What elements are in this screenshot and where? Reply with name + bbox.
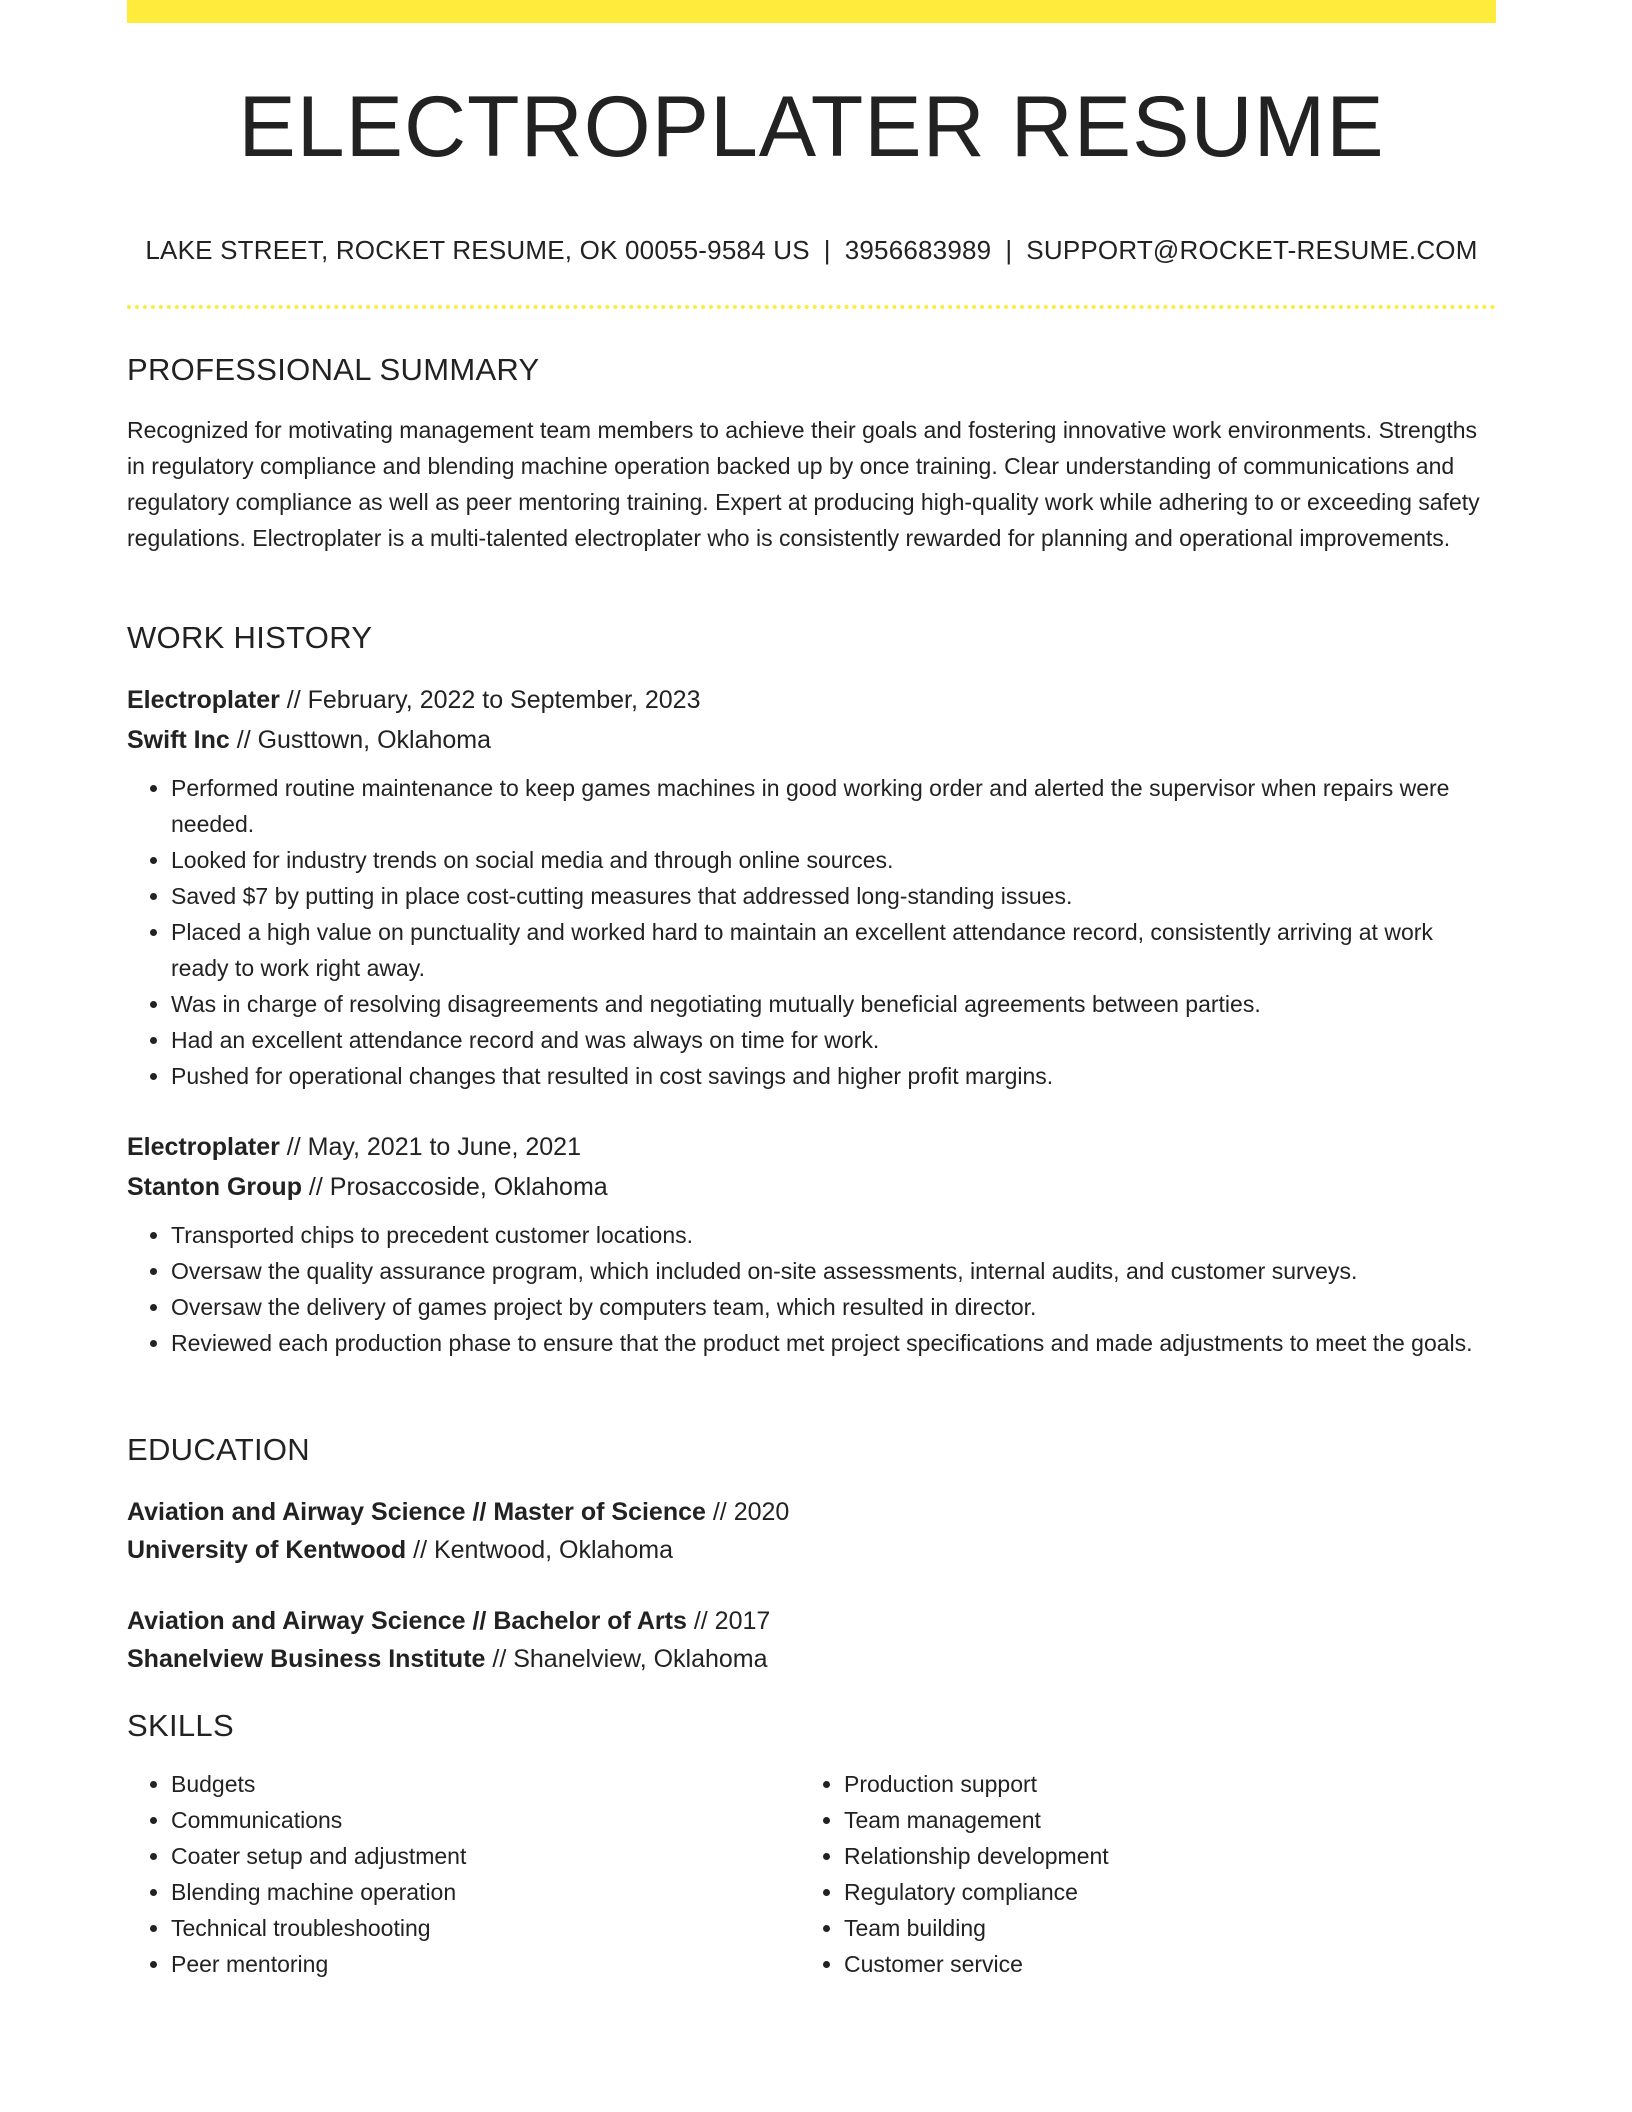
job-role: Electroplater xyxy=(127,1133,280,1161)
skill-item: • Technical troubleshooting xyxy=(171,1910,787,1946)
job-bullets xyxy=(127,770,1496,1094)
education-entry xyxy=(127,1602,1496,1678)
skill-item: • Budgets xyxy=(171,1766,787,1802)
list-item: • Pushed for operational changes that resulted in cost savings and higher profit margins. xyxy=(171,1058,1496,1094)
list-item: • Saved $7 by putting in place cost-cutting measures that addressed long-standing issues. xyxy=(171,878,1496,914)
list-item: • Placed a high value on punctuality and worked hard to maintain an excellent attendance record, consistently arriving at work ready to work right away. xyxy=(171,914,1496,986)
skill-item: • Relationship development xyxy=(844,1838,1460,1874)
education-school: University of Kentwood xyxy=(127,1536,407,1564)
education-location: // Kentwood, Oklahoma xyxy=(406,1536,673,1564)
skill-item: • Peer mentoring xyxy=(171,1946,787,1982)
list-item: • Looked for industry trends on social media and through online sources. xyxy=(171,842,1496,878)
job-company: Swift Inc xyxy=(127,726,230,754)
skills-heading: SKILLS xyxy=(127,1708,234,1743)
education-degree-line xyxy=(127,1602,1496,1640)
job-entry xyxy=(127,680,1496,1094)
education-school: Shanelview Business Institute xyxy=(127,1645,486,1673)
contact-separator: | xyxy=(823,235,831,265)
list-item: • Oversaw the delivery of games project by computers team, which resulted in director. xyxy=(171,1289,1496,1325)
summary-text: Recognized for motivating management team members to achieve their goals and fostering innovative work environments. Strengths in regulatory compliance and blending machine operation backed up by once training. Clear understanding of communications and regulatory compliance as well as peer mentoring training. Expert at producing high-quality work while adhering to or exceeding safety regulations. Electroplater is a multi-talented electroplater who is consistently rewarded for planning and operational improvements. xyxy=(127,417,1480,551)
skills-list xyxy=(800,1766,1460,1982)
skills-list xyxy=(127,1766,787,1982)
contact-email: SUPPORT@ROCKET-RESUME.COM xyxy=(1026,235,1478,265)
job-dates: // May, 2021 to June, 2021 xyxy=(279,1133,581,1161)
job-dates: // February, 2022 to September, 2023 xyxy=(279,686,701,714)
job-title-line xyxy=(127,1127,1496,1167)
job-company: Stanton Group xyxy=(127,1173,302,1201)
list-item: • Transported chips to precedent customer locations. xyxy=(171,1217,1496,1253)
skill-item: • Customer service xyxy=(844,1946,1460,1982)
skill-item: • Regulatory compliance xyxy=(844,1874,1460,1910)
education-degree-line xyxy=(127,1493,1496,1531)
contact-line xyxy=(127,235,1496,266)
skill-item: • Communications xyxy=(171,1802,787,1838)
education-school-line xyxy=(127,1640,1496,1678)
list-item: • Performed routine maintenance to keep games machines in good working order and alerted the supervisor when repairs were needed. xyxy=(171,770,1496,842)
job-location: // Prosaccoside, Oklahoma xyxy=(301,1173,608,1201)
list-item: • Had an excellent attendance record and was always on time for work. xyxy=(171,1022,1496,1058)
work-history-section xyxy=(127,620,1496,656)
summary-heading: PROFESSIONAL SUMMARY xyxy=(127,352,540,387)
job-entry xyxy=(127,1127,1496,1361)
list-item: • Reviewed each production phase to ensure that the product met project specifications and made adjustments to meet the goals. xyxy=(171,1325,1496,1361)
list-item: • Was in charge of resolving disagreements and negotiating mutually beneficial agreements between parties. xyxy=(171,986,1496,1022)
education-entry xyxy=(127,1493,1496,1569)
education-school-line xyxy=(127,1531,1496,1569)
skill-item: • Team management xyxy=(844,1802,1460,1838)
list-item: • Oversaw the quality assurance program, which included on-site assessments, internal audits, and customer surveys. xyxy=(171,1253,1496,1289)
top-accent-bar xyxy=(127,0,1496,23)
education-heading: EDUCATION xyxy=(127,1432,310,1467)
contact-phone: 3956683989 xyxy=(844,235,992,265)
skills-columns xyxy=(127,1766,1496,1996)
skills-section xyxy=(127,1708,1496,1744)
skill-item: • Team building xyxy=(844,1910,1460,1946)
skill-item: • Production support xyxy=(844,1766,1460,1802)
job-location: // Gusttown, Oklahoma xyxy=(229,726,492,754)
resume-title: ELECTROPLATER RESUME xyxy=(238,79,1385,175)
education-section xyxy=(127,1432,1496,1468)
education-location: // Shanelview, Oklahoma xyxy=(485,1645,768,1673)
dotted-divider xyxy=(127,305,1496,309)
contact-address: LAKE STREET, ROCKET RESUME, OK 00055-9584 US xyxy=(145,235,810,265)
job-role: Electroplater xyxy=(127,686,280,714)
skills-left-column xyxy=(127,1766,787,1982)
skill-item: • Coater setup and adjustment xyxy=(171,1838,787,1874)
job-title-line xyxy=(127,680,1496,720)
skills-right-column xyxy=(800,1766,1460,1982)
education-year: // 2020 xyxy=(705,1498,790,1526)
job-company-line xyxy=(127,720,1496,760)
education-degree: Aviation and Airway Science // Bachelor of Arts xyxy=(127,1607,687,1635)
job-company-line xyxy=(127,1167,1496,1207)
education-degree: Aviation and Airway Science // Master of Science xyxy=(127,1498,706,1526)
education-year: // 2017 xyxy=(686,1607,771,1635)
skill-item: • Blending machine operation xyxy=(171,1874,787,1910)
summary-section xyxy=(127,352,1496,556)
work-history-heading: WORK HISTORY xyxy=(127,620,373,655)
job-bullets xyxy=(127,1217,1496,1361)
contact-separator: | xyxy=(1005,235,1013,265)
